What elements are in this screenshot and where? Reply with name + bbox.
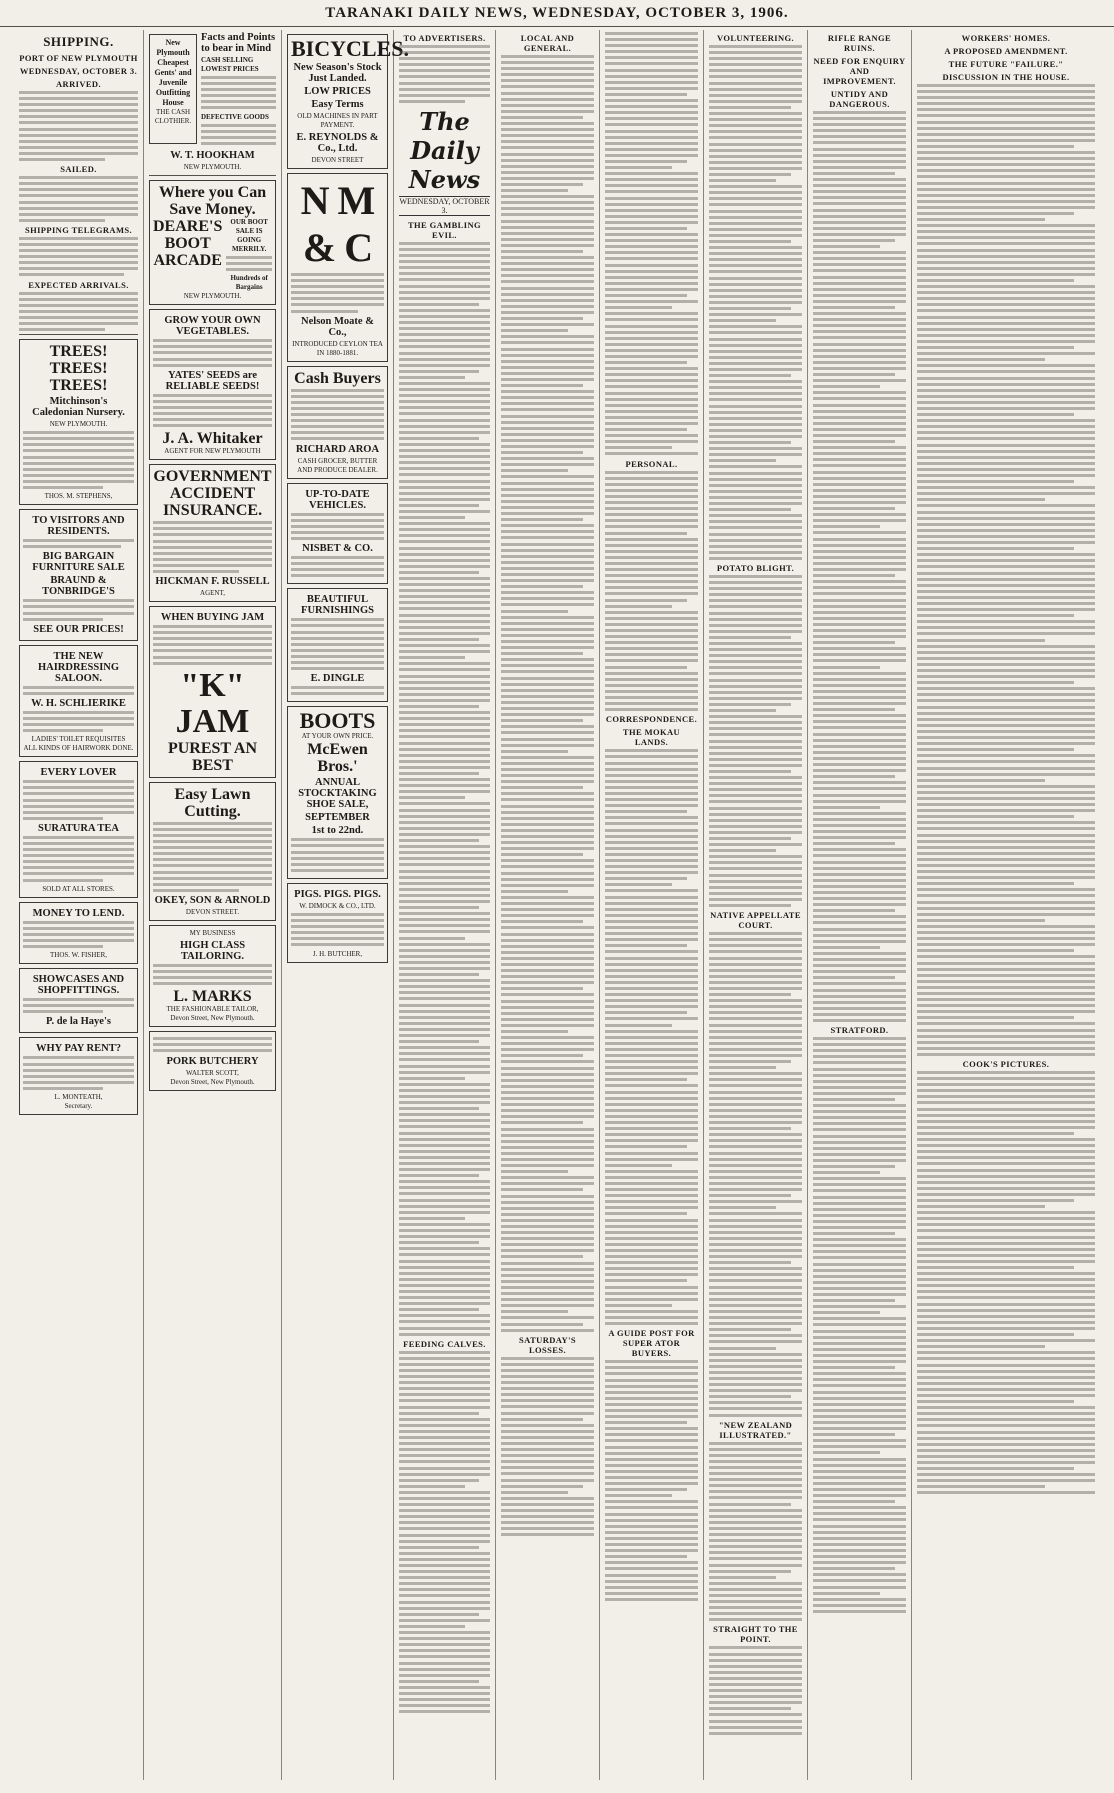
body-text [709, 1646, 802, 1734]
column-9 [912, 30, 1100, 1780]
hookham-name: W. T. HOOKHAM [170, 149, 255, 161]
body-text [917, 84, 1095, 1056]
local-heading: LOCAL AND GENERAL. [520, 33, 575, 53]
column-1 [14, 30, 144, 1780]
mokau-heading: THE MOKAU LANDS. [622, 727, 681, 748]
body-text [501, 1357, 594, 1537]
body-text [399, 242, 490, 1336]
port-line: PORT OF NEW PLYMOUTH [19, 53, 138, 63]
suratura-ad: EVERY LOVER SURATURA TEA SOLD AT ALL STORES. [19, 761, 138, 897]
column-2: New Plymouth Cheapest Gents' and Juvenile Outfitting House THE CASH CLOTHIER. Facts and Points to bear in Mind CASH SELLING LOWEST PRICES DEFECTIVE GOODS W. T. HOOKHAM NEW PLYMOUTH. Where you Can Save Money. DEARE'S BOOT ARCADE OUR BOOT SALE IS GOING MERRILY. Hundreds of Bargains NEW PLYMOUTH. GROW YOUR OWN VEGETABLES. YATES' SEEDS are RELIABLE SEEDS! J. A. Whitaker AGENT FOR NEW PLYMOUTH GOVERNMENT ACCIDENT INSURANCE. HICKMAN F. RUSSELL AGENT, WHEN BUYING JAM "K" JAM PUREST AN BEST Easy Lawn Cutting. OKEY, SON & ARNOLD DEVON STREET. MY BUSINESS HIGH CLASS TAILORING. L. MARKS THE FASHIONABLE TAILOR, Devon Street, New Plymouth. PORK BUTCHERY WALTER SCOTT, Devon Street, New Plymouth. [144, 30, 282, 1780]
body-text [709, 932, 802, 1416]
nursery-ad: TREES! TREES! TREES! Mitchinson's Caledonian Nursery. NEW PLYMOUTH. THOS. M. STEPHENS, [19, 339, 138, 505]
pigs-ad: PIGS. PIGS. PIGS. W. DIMOCK & CO., LTD. J. H. BUTCHER, [287, 883, 388, 963]
need-heading: NEED FOR ENQUIRY AND IMPROVEMENT. [813, 56, 906, 86]
potato-heading: POTATO BLIGHT. [716, 562, 795, 573]
rifle-heading: RIFLE RANGE RUINS. [827, 33, 892, 53]
arrived-text [19, 91, 138, 161]
cooks-heading: COOK'S PICTURES. [962, 1059, 1050, 1069]
showcases-ad: SHOWCASES AND SHOPFITTINGS. P. de la Haye's [19, 968, 138, 1033]
bicycles-ad: BICYCLES. New Season's Stock Just Landed. LOW PRICES Easy Terms OLD MACHINES IN PART PAYMENT. E. REYNOLDS & Co., Ltd. DEVON STREET [287, 34, 388, 169]
body-text [917, 1071, 1095, 1494]
masthead: TARANAKI DAILY NEWS, WEDNESDAY, OCTOBER 3, 1906. [0, 0, 1114, 27]
shipping-telegrams: SHIPPING TELEGRAMS. [24, 224, 133, 235]
body-text [605, 1360, 698, 1601]
jam-ad: WHEN BUYING JAM "K" JAM PUREST AN BEST [149, 606, 276, 778]
logo-date: WEDNESDAY, OCTOBER 3. [399, 196, 490, 215]
yates-ad: GROW YOUR OWN VEGETABLES. YATES' SEEDS are RELIABLE SEEDS! J. A. Whitaker AGENT FOR NEW PLYMOUTH [149, 309, 276, 460]
body-text [709, 1442, 802, 1622]
furniture-ad: TO VISITORS AND RESIDENTS. BIG BARGAIN FURNITURE SALE BRAUND & TONBRIDGE'S SEE OUR PRICES! [19, 509, 138, 641]
workers-heading: WORKERS' HOMES. [961, 33, 1051, 43]
gambling-heading: THE GAMBLING EVIL. [407, 219, 482, 240]
expected-arrivals: EXPECTED ARRIVALS. [28, 279, 129, 290]
body-text [605, 471, 698, 712]
body-text [501, 55, 594, 1332]
amendment-heading: A PROPOSED AMENDMENT. [944, 46, 1068, 56]
column-4 [394, 30, 496, 1780]
personal-heading: PERSONAL. [625, 458, 678, 469]
discussion-heading: DISCUSSION IN THE HOUSE. [942, 72, 1070, 82]
hairdressing-ad: THE NEW HAIRDRESSING SALOON. W. H. SCHLIERIKE LADIES' TOILET REQUISITES ALL KINDS OF HAIRWORK DONE. [19, 645, 138, 758]
tailor-ad: MY BUSINESS HIGH CLASS TAILORING. L. MARKS THE FASHIONABLE TAILOR, Devon Street, New Plymouth. [149, 925, 276, 1027]
column-3 [282, 30, 409, 1780]
date-line: WEDNESDAY, OCTOBER 3. [19, 66, 138, 76]
column-7 [704, 30, 808, 1780]
body-text [709, 575, 802, 907]
lawn-ad: Easy Lawn Cutting. OKEY, SON & ARNOLD DEVON STREET. [149, 782, 276, 921]
saturday-heading: SATURDAY'S LOSSES. [519, 1334, 576, 1355]
deare-ad: Where you Can Save Money. DEARE'S BOOT ARCADE OUR BOOT SALE IS GOING MERRILY. Hundreds of Bargains NEW PLYMOUTH. [149, 180, 276, 305]
mcewen-ad: BOOTS AT YOUR OWN PRICE. McEwen Bros.' ANNUAL STOCKTAKING SHOE SALE, SEPTEMBER 1st to 22nd. [287, 706, 388, 879]
body-text [709, 45, 802, 560]
arrived-heading: ARRIVED. [56, 79, 101, 89]
shipping-heading: SHIPPING. [43, 34, 114, 49]
money-ad: MONEY TO LEND. THOS. W. FISHER, [19, 902, 138, 964]
body-text [813, 1037, 906, 1613]
column-5 [496, 30, 600, 1780]
guide-heading: A GUIDE POST FOR SUPER ATOR BUYERS. [608, 1328, 695, 1359]
dingle-ad: BEAUTIFUL FURNISHINGS E. DINGLE [287, 588, 388, 702]
sailed-heading: SAILED. [60, 164, 97, 175]
correspondence-heading: CORRESPONDENCE. [605, 714, 698, 725]
pork-ad: PORK BUTCHERY WALTER SCOTT, Devon Street, New Plymouth. [149, 1031, 276, 1090]
hookham-ad: New Plymouth Cheapest Gents' and Juvenile Outfitting House THE CASH CLOTHIER. Facts and Points to bear in Mind CASH SELLING LOWEST PRICES DEFECTIVE GOODS [149, 30, 276, 148]
advertisers-heading: TO ADVERTISERS. [403, 33, 486, 43]
insurance-ad: GOVERNMENT ACCIDENT INSURANCE. HICKMAN F. RUSSELL AGENT, [149, 464, 276, 602]
native-heading: NATIVE APPELLATE COURT. [710, 910, 801, 931]
body-text [813, 111, 906, 1022]
volunteering-heading: VOLUNTEERING. [716, 33, 795, 43]
newspaper-logo: The Daily News [408, 106, 481, 194]
rent-ad: WHY PAY RENT? L. MONTEATH, Secretary. [19, 1037, 138, 1115]
nmc-ad: N M & C Nelson Moate & Co., INTRODUCED CEYLON TEA IN 1880-1881. [287, 173, 388, 362]
straight-heading: STRAIGHT TO THE POINT. [713, 1624, 798, 1645]
aroa-ad: Cash Buyers RICHARD AROA CASH GROCER, BUTTER AND PRODUCE DEALER. [287, 366, 388, 479]
untidy-heading: UNTIDY AND DANGEROUS. [829, 89, 890, 109]
column-8 [808, 30, 912, 1780]
nisbet-ad: UP-TO-DATE VEHICLES. NISBET & CO. [287, 483, 388, 585]
column-6 [600, 30, 704, 1780]
future-heading: THE FUTURE "FAILURE." [948, 59, 1064, 69]
body-text [605, 749, 698, 1325]
body-text [399, 1351, 490, 1714]
illustrated-heading: "NEW ZEALAND ILLUSTRATED." [718, 1419, 793, 1440]
feeding-heading: FEEDING CALVES. [403, 1338, 486, 1349]
columns [14, 30, 1100, 1780]
sailed-text [19, 176, 138, 222]
body-text [605, 32, 698, 455]
stratford-heading: STRATFORD. [830, 1025, 889, 1036]
